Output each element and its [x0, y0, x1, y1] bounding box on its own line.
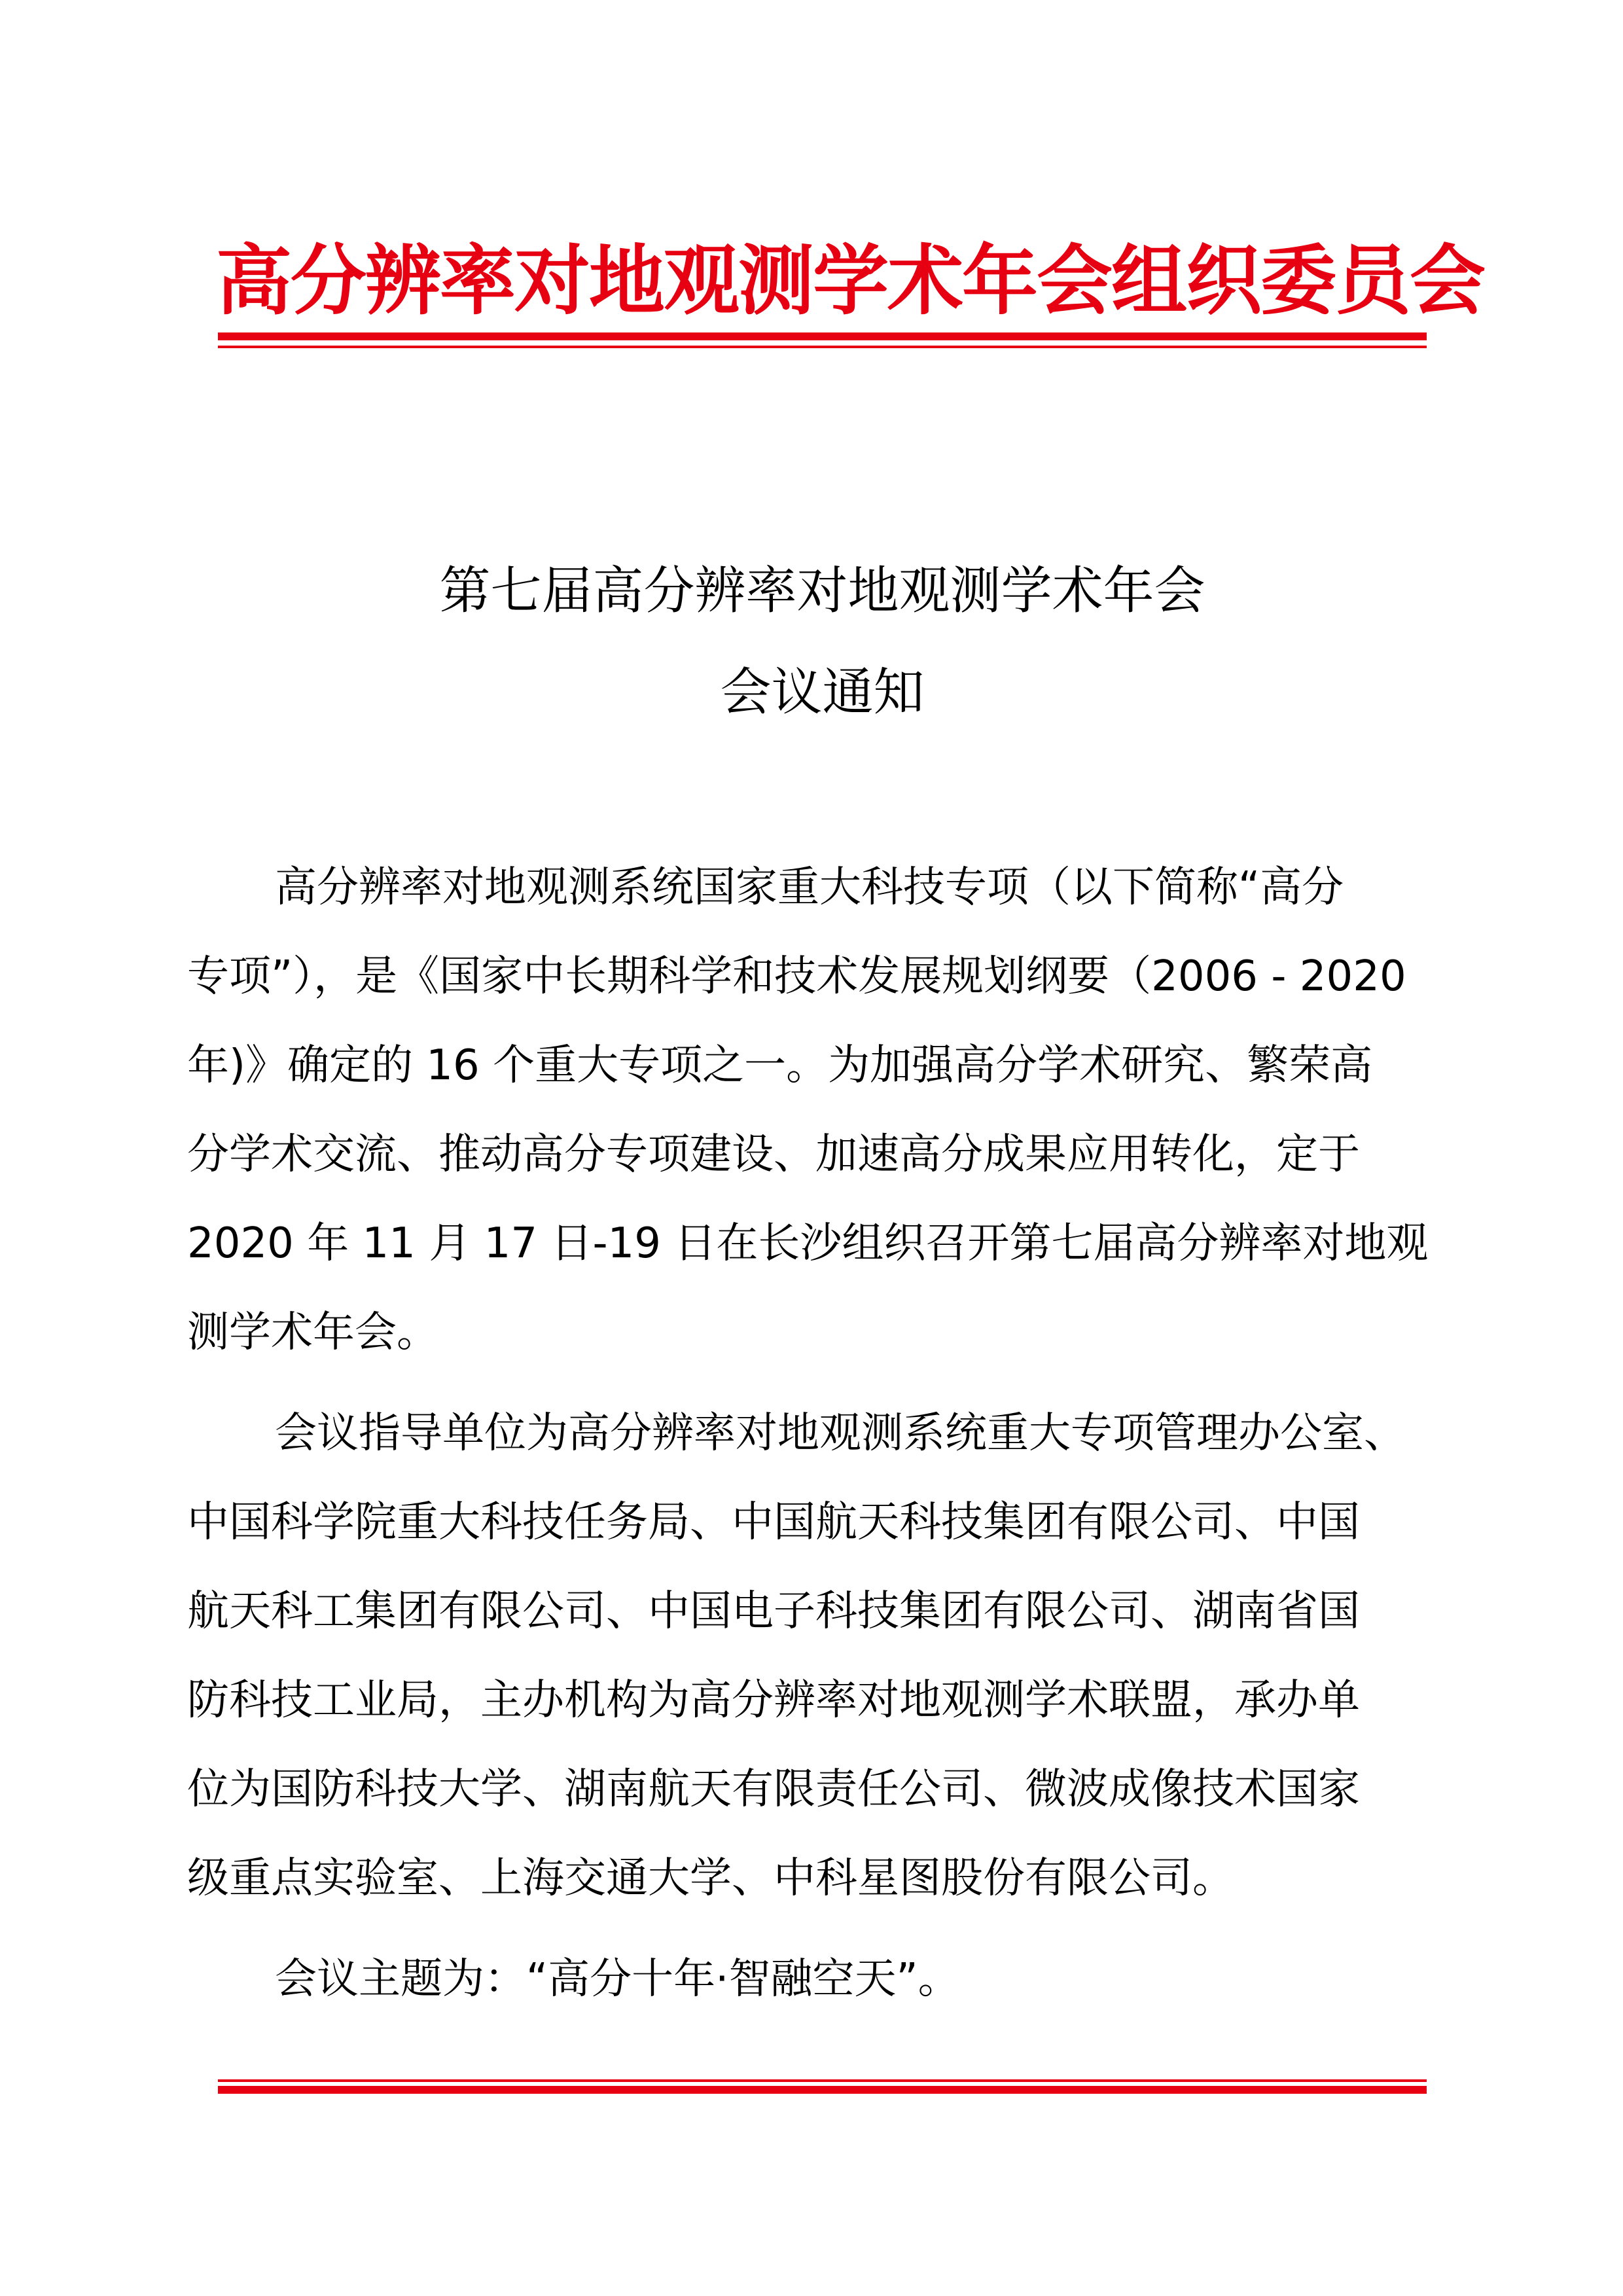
header-rule-thin — [218, 346, 1427, 348]
footer-rule-thin — [218, 2079, 1427, 2082]
notice-title-line2: 会议通知 — [720, 663, 925, 722]
paragraph-line: 中国科学院重大科技任务局、中国航天科技集团有限公司、中国 — [187, 1498, 1360, 1547]
paragraph-line: 2020 年 11 月 17 日-19 日在长沙组织召开第七届高分辨率对地观 — [187, 1219, 1429, 1268]
paragraph-line: 分学术交流、推动高分专项建设、加速高分成果应用转化，定于 — [187, 1130, 1360, 1179]
paragraph-line: 位为国防科技大学、湖南航天有限责任公司、微波成像技术国家 — [187, 1765, 1360, 1814]
paragraph-line: 高分辨率对地观测系统国家重大科技专项（以下简称“高分 — [275, 863, 1344, 912]
paragraph-spacer — [187, 1377, 1431, 1389]
paragraph-spacer — [187, 1923, 1431, 1935]
notice-body — [187, 843, 1431, 2024]
paragraph-line: 会议指导单位为高分辨率对地观测系统重大专项管理办公室、 — [275, 1409, 1406, 1458]
paragraph-line: 航天科工集团有限公司、中国电子科技集团有限公司、湖南省国 — [187, 1587, 1360, 1636]
paragraph-line: 级重点实验室、上海交通大学、中科星图股份有限公司。 — [187, 1854, 1234, 1903]
paragraph-line: 年)》确定的 16 个重大专项之一。为加强高分学术研究、繁荣高 — [187, 1041, 1373, 1090]
notice-title-line1: 第七届高分辨率对地观测学术年会 — [439, 562, 1205, 620]
paragraph-line: 防科技工业局，主办机构为高分辨率对地观测学术联盟，承办单 — [187, 1676, 1360, 1725]
paragraph-intro — [187, 843, 1431, 1377]
paragraph-line: 专项”），是《国家中长期科学和技术发展规划纲要（2006 - 2020 — [187, 952, 1406, 1001]
header-rule-thick — [218, 332, 1427, 340]
paragraph-organizers — [187, 1389, 1431, 1923]
letterhead-title: 高分辨率对地观测学术年会组织委员会 — [216, 237, 1484, 325]
footer-rule-thick — [218, 2086, 1427, 2094]
paragraph-theme — [187, 1935, 1431, 2024]
paragraph-line: 会议主题为：“高分十年·智融空天”。 — [275, 1955, 960, 2003]
paragraph-line: 测学术年会。 — [187, 1308, 438, 1357]
